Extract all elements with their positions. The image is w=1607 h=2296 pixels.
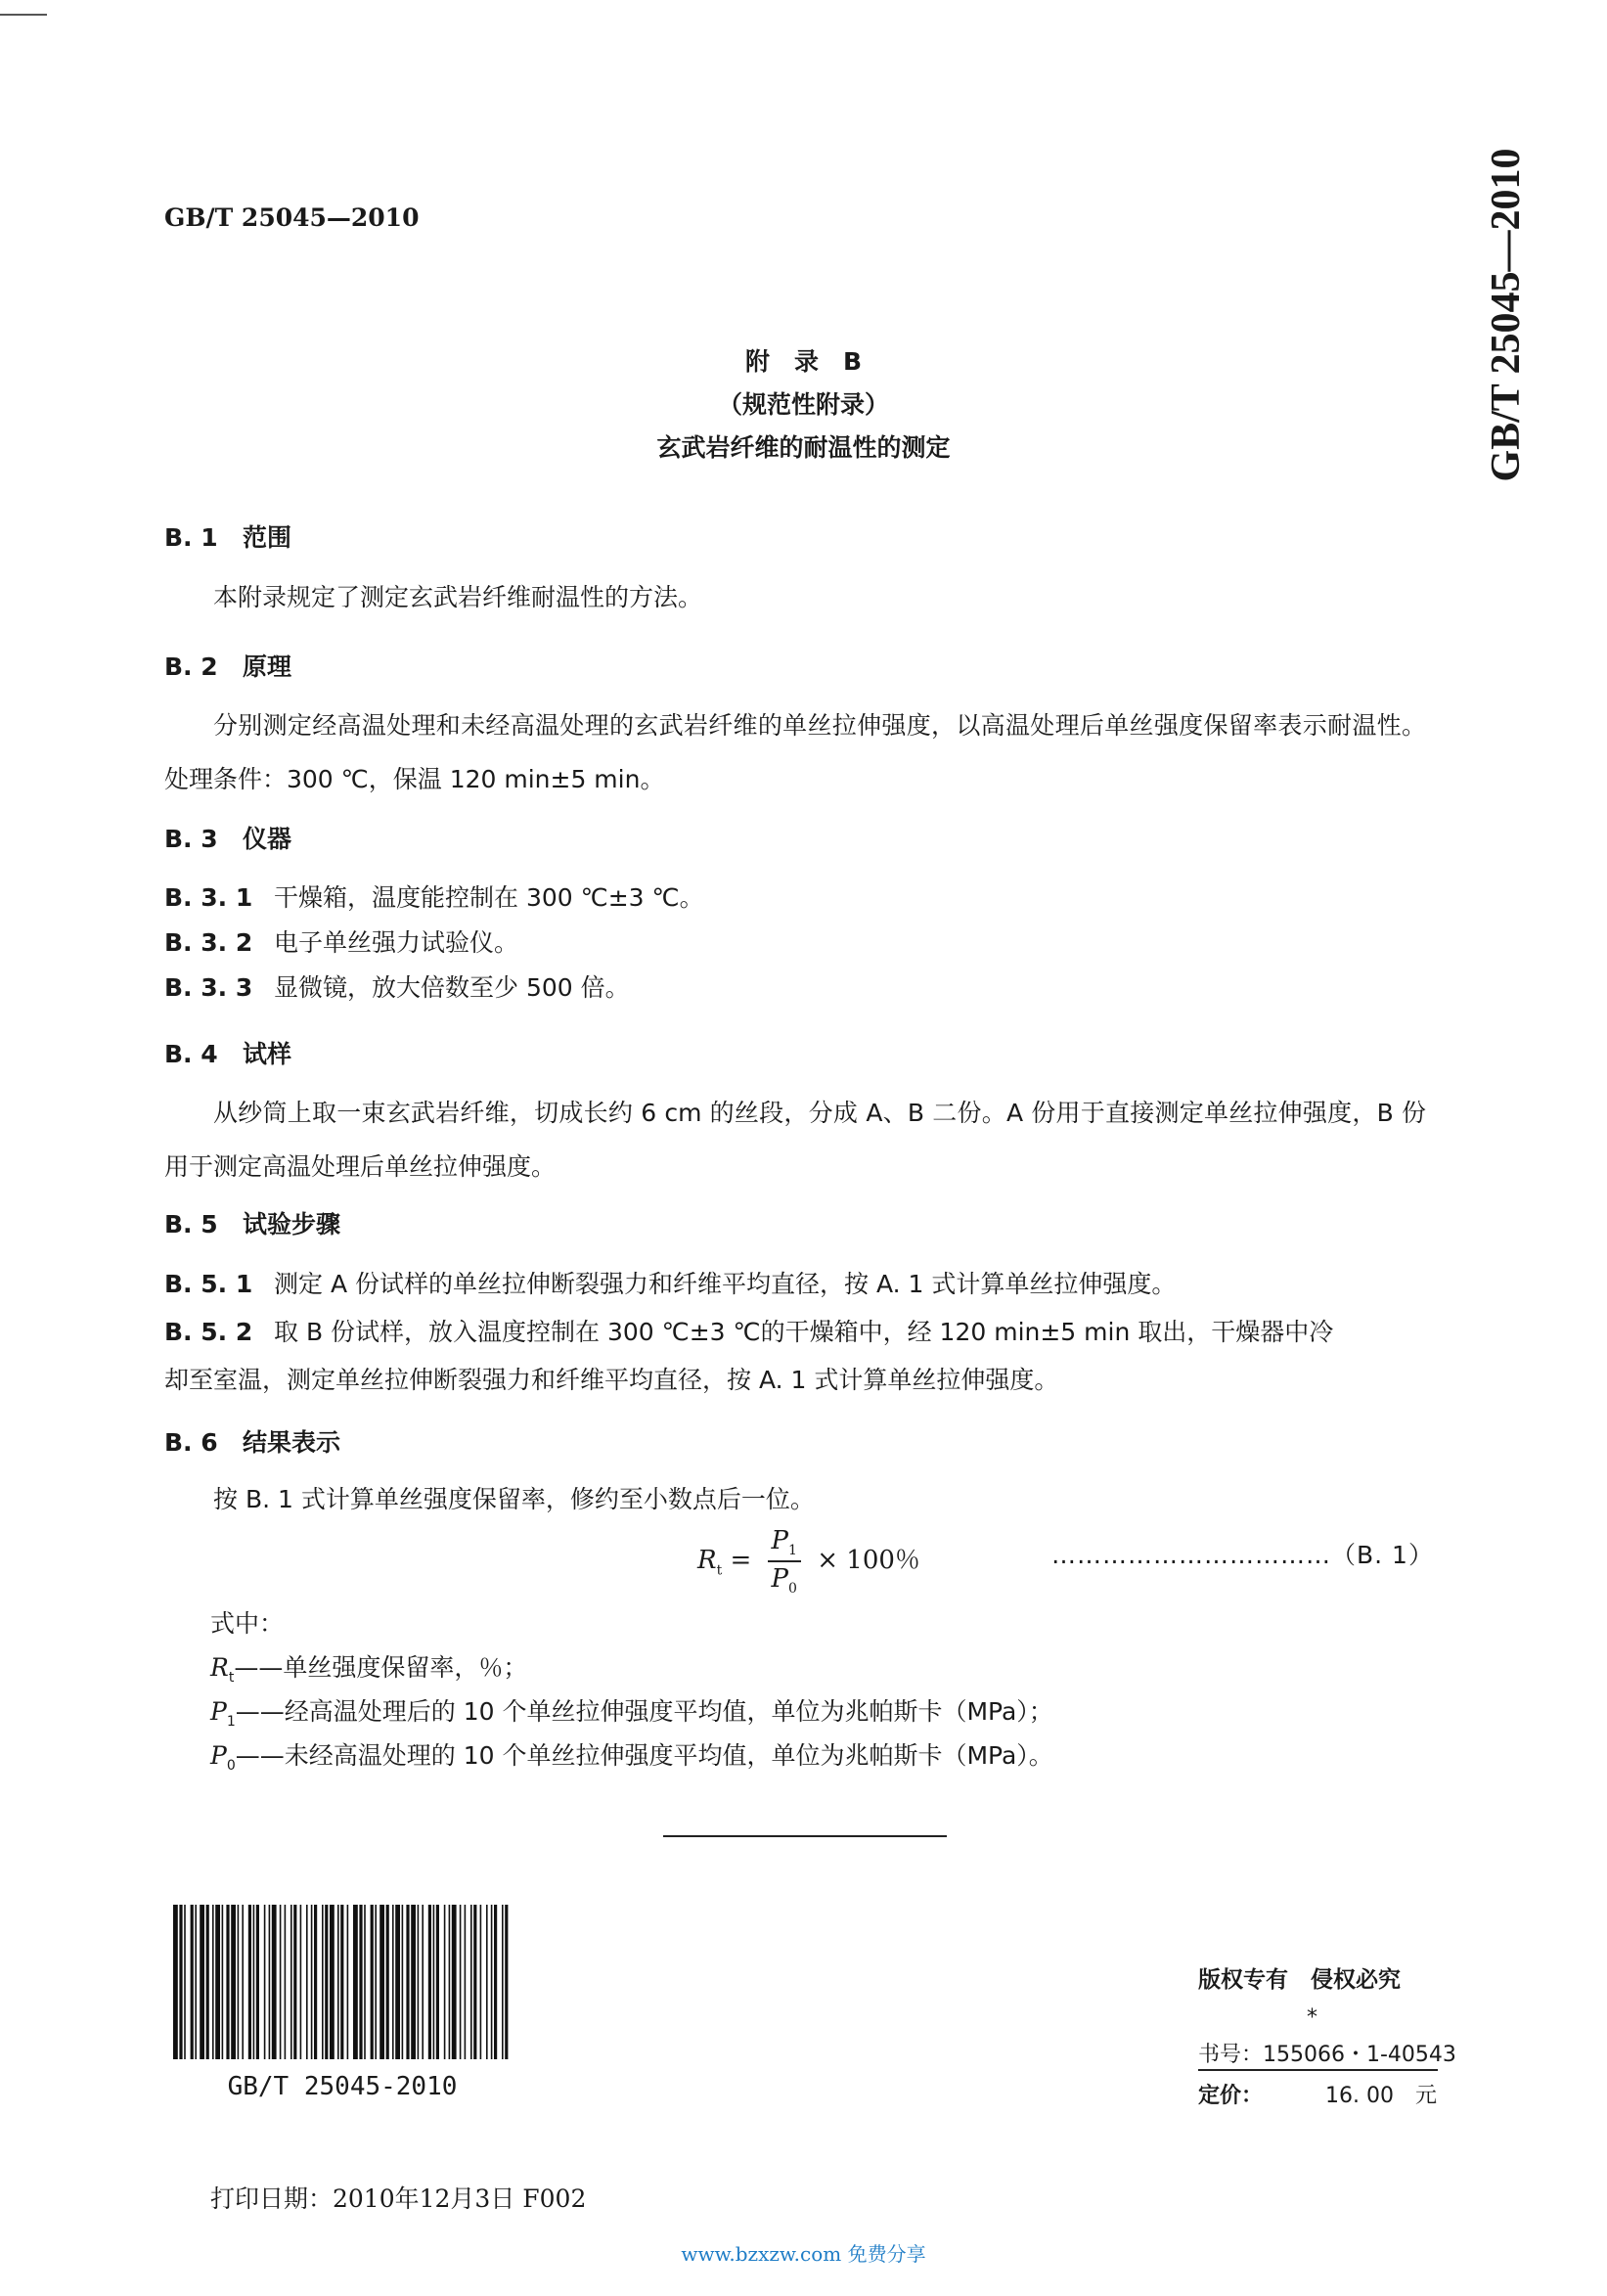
- clause-b5-2: [164, 1313, 1333, 1348]
- clause-number: B. 3. 3: [164, 973, 253, 1002]
- barcode-bar: [306, 1905, 308, 2059]
- paragraph-scope: 本附录规定了测定玄武岩纤维耐温性的方法。: [213, 583, 703, 611]
- barcode-bar: [256, 1905, 259, 2059]
- barcode-bar: [337, 1905, 339, 2059]
- barcode-bar: [395, 1905, 400, 2059]
- symbol-desc: ——单丝强度保留率，％；: [234, 1653, 528, 1682]
- barcode-bar: [269, 1905, 271, 2059]
- symbol-sub: 0: [226, 1758, 236, 1774]
- barcode-bar: [285, 1905, 287, 2059]
- clause-text: 显微镜，放大倍数至少 500 倍。: [274, 973, 630, 1002]
- clause-b5-1: [164, 1265, 1176, 1300]
- section-number: B. 2: [164, 653, 218, 681]
- clause-b3-3: [164, 968, 630, 1004]
- barcode-bar: [392, 1905, 394, 2059]
- formula-lhs-sub: t: [716, 1562, 723, 1579]
- barcode-bar: [375, 1905, 377, 2059]
- barcode-bar: [242, 1905, 244, 2059]
- barcode-bar: [248, 1905, 251, 2059]
- paragraph-principle: 分别测定经高温处理和未经高温处理的玄武岩纤维的单丝拉伸强度，以高温处理后单丝强度保留率表示耐温性。处理条件：300 ℃，保温 120 min±5 min。: [164, 711, 1426, 793]
- barcode-bar: [293, 1905, 296, 2059]
- barcode-bar: [473, 1905, 476, 2059]
- symbol-desc: ——未经高温处理的 10 个单丝拉伸强度平均值，单位为兆帕斯卡（MPa）。: [235, 1741, 1053, 1770]
- price-value: 16. 00 元: [1325, 2084, 1437, 2108]
- section-heading-b5: [164, 1205, 340, 1240]
- section-title: 试样: [243, 1040, 292, 1068]
- barcode-bar: [402, 1905, 404, 2059]
- section-title: 范围: [243, 523, 292, 552]
- standard-code: GB/T 25045—2010: [164, 203, 420, 232]
- formula-b1: [697, 1526, 920, 1604]
- barcode-bar: [433, 1905, 435, 2059]
- barcode-bar: [444, 1905, 446, 2059]
- barcode-bar: [502, 1905, 504, 2059]
- symbol: P: [210, 1741, 227, 1770]
- barcode-bar: [184, 1905, 186, 2059]
- barcode-bar: [206, 1905, 209, 2059]
- barcode-bar: [470, 1905, 472, 2059]
- barcode-bar: [215, 1905, 220, 2059]
- barcode-bar: [311, 1905, 313, 2059]
- barcode-bar: [290, 1905, 292, 2059]
- formula-lhs: R: [697, 1546, 717, 1576]
- barcode-text: GB/T 25045-2010: [227, 2072, 458, 2101]
- formula-reference: ……………………………（B. 1）: [1051, 1541, 1434, 1569]
- where-label: 式中：: [210, 1609, 285, 1638]
- barcode-bar: [314, 1905, 317, 2059]
- barcode-bar: [280, 1905, 282, 2059]
- barcode-bar: [173, 1905, 178, 2059]
- where-item-p0: [210, 1736, 1053, 1774]
- barcode-bar: [179, 1905, 182, 2059]
- barcode-bar: [359, 1905, 362, 2059]
- clause-text: 干燥箱，温度能控制在 300 ℃±3 ℃。: [274, 883, 704, 912]
- price-label: 定价：: [1198, 2084, 1264, 2108]
- numerator: P: [771, 1526, 789, 1555]
- barcode-bar: [406, 1905, 409, 2059]
- clause-number: B. 5. 1: [164, 1270, 253, 1298]
- barcode-bar: [449, 1905, 451, 2059]
- print-date: 打印日期：2010年12月3日 F002: [210, 2184, 587, 2213]
- barcode-bar: [379, 1905, 384, 2059]
- barcode-bar: [238, 1905, 240, 2059]
- equals-sign: =: [730, 1546, 752, 1576]
- barcode-bar: [465, 1905, 467, 2059]
- barcode-bar: [347, 1905, 349, 2059]
- section-heading-b2: [164, 648, 291, 683]
- barcode-bar: [264, 1905, 266, 2059]
- formula-rhs: × 100％: [817, 1546, 920, 1576]
- barcode-bar: [411, 1905, 416, 2059]
- section-number: B. 1: [164, 523, 218, 552]
- formula-fraction: [768, 1526, 801, 1597]
- clause-b3-2: [164, 923, 518, 959]
- section-number: B. 6: [164, 1428, 218, 1457]
- section-heading-b6: [164, 1423, 340, 1459]
- end-rule: [663, 1835, 947, 1837]
- barcode: [171, 1905, 513, 2059]
- section-heading-b1: [164, 518, 291, 554]
- section-title: 原理: [243, 653, 292, 681]
- section-number: B. 4: [164, 1040, 218, 1068]
- barcode-bar: [200, 1905, 204, 2059]
- symbol: R: [210, 1653, 229, 1682]
- barcode-bar: [486, 1905, 488, 2059]
- section-number: B. 3: [164, 825, 218, 853]
- clause-text: 测定 A 份试样的单丝拉伸断裂强力和纤维平均直径，按 A. 1 式计算单丝拉伸强度。: [274, 1270, 1177, 1298]
- annex-title: 玄武岩纤维的耐温性的测定: [656, 433, 951, 462]
- barcode-bar: [505, 1905, 508, 2059]
- denominator: P: [771, 1564, 789, 1595]
- barcode-bar: [353, 1905, 358, 2059]
- barcode-bar: [480, 1905, 482, 2059]
- side-standard-code: GB/T 25045—2010: [1484, 148, 1529, 482]
- section-title: 结果表示: [243, 1428, 341, 1457]
- symbol-sub: 1: [226, 1714, 236, 1730]
- barcode-bar: [386, 1905, 389, 2059]
- annex-label: 附 录 B: [744, 347, 863, 376]
- symbol-sub: t: [228, 1670, 235, 1686]
- symbol: P: [210, 1697, 227, 1726]
- copyright-notice: 版权专有 侵权必究: [1198, 1967, 1401, 1993]
- barcode-bar: [325, 1905, 328, 2059]
- barcode-bar: [428, 1905, 431, 2059]
- barcode-bar: [460, 1905, 462, 2059]
- clause-text: 电子单丝强力试验仪。: [274, 928, 519, 957]
- clause-text: 取 B 份试样，放入温度控制在 300 ℃±3 ℃的干燥箱中，经 120 min±5 min 取出，干燥器中冷: [274, 1318, 1334, 1346]
- clause-text: 却至室温，测定单丝拉伸断裂强力和纤维平均直径，按 A. 1 式计算单丝拉伸强度。: [164, 1366, 1059, 1394]
- where-item-rt: [210, 1648, 527, 1686]
- star-mark: *: [1307, 2005, 1317, 2030]
- barcode-bar: [322, 1905, 324, 2059]
- section-number: B. 5: [164, 1210, 218, 1238]
- paragraph-specimen: 从纱筒上取一束玄武岩纤维，切成长约 6 cm 的丝段，分成 A、B 二份。A 份用于直接测定单丝拉伸强度，B 份用于测定高温处理后单丝拉伸强度。: [164, 1099, 1426, 1181]
- barcode-bar: [330, 1905, 335, 2059]
- symbol-desc: ——经高温处理后的 10 个单丝拉伸强度平均值，单位为兆帕斯卡（MPa）；: [235, 1697, 1053, 1726]
- barcode-bar: [222, 1905, 224, 2059]
- barcode-bar: [191, 1905, 194, 2059]
- barcode-bar: [494, 1905, 497, 2059]
- section-title: 试验步骤: [243, 1210, 341, 1238]
- barcode-bar: [418, 1905, 420, 2059]
- barcode-bar: [436, 1905, 439, 2059]
- top-rule: [0, 14, 47, 16]
- barcode-bar: [371, 1905, 374, 2059]
- clause-number: B. 3. 1: [164, 883, 253, 912]
- price: [1198, 2079, 1437, 2109]
- barcode-bar: [491, 1905, 493, 2059]
- barcode-bar: [422, 1905, 424, 2059]
- section-heading-b3: [164, 820, 291, 855]
- clause-b3-1: [164, 878, 704, 914]
- denominator-sub: 0: [788, 1581, 797, 1598]
- barcode-bar: [231, 1905, 236, 2059]
- section-title: 仪器: [243, 825, 292, 853]
- barcode-bar: [340, 1905, 343, 2059]
- annex-type: （规范性附录）: [717, 390, 889, 419]
- section-heading-b4: [164, 1035, 291, 1070]
- where-item-p1: [210, 1692, 1053, 1730]
- barcode-bar: [195, 1905, 197, 2059]
- paragraph-result: 按 B. 1 式计算单丝强度保留率，修约至小数点后一位。: [213, 1485, 815, 1513]
- barcode-bar: [364, 1905, 366, 2059]
- barcode-bar: [272, 1905, 277, 2059]
- book-number: 书号：155066・1-40543: [1198, 2043, 1456, 2067]
- clause-number: B. 3. 2: [164, 928, 253, 957]
- barcode-bar: [226, 1905, 229, 2059]
- clause-number: B. 5. 2: [164, 1318, 253, 1346]
- barcode-bar: [300, 1905, 302, 2059]
- numerator-sub: 1: [788, 1543, 797, 1559]
- barcode-bar: [212, 1905, 214, 2059]
- watermark-link[interactable]: www.bzxzw.com 免费分享: [681, 2242, 926, 2266]
- clause-b5-2-continued: [164, 1361, 1058, 1396]
- price-rule: [1198, 2069, 1438, 2071]
- barcode-bar: [452, 1905, 457, 2059]
- barcode-bar: [253, 1905, 255, 2059]
